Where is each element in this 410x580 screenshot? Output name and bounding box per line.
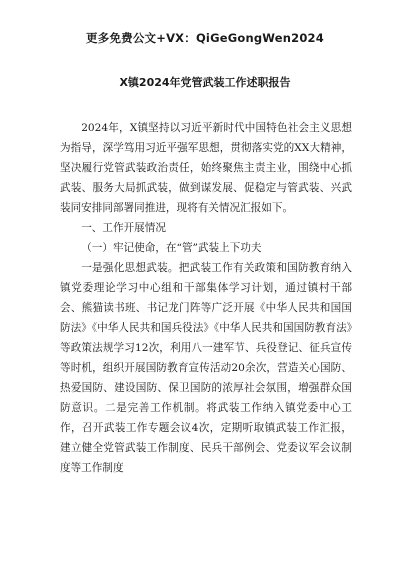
subsection-heading: （一）牢记使命，在“管”武装上下功夫	[81, 242, 262, 254]
document-title: X镇2024年党管武装工作述职报告	[119, 76, 291, 89]
section-heading: 一、工作开展情况	[81, 222, 166, 234]
promo-banner: 更多免费公文+VX：QiGeGongWen2024	[86, 31, 324, 45]
document-body	[60, 118, 352, 478]
intro-paragraph: 2024年，X镇坚持以习近平新时代中国特色社会主义思想为指导，深学笃用习近平强军思想，贯彻落实党的XX大精神，坚决履行党管武装政治责任，始终聚焦主责主业，围绕中心抓武装、服务大局抓武装，做到谋发展、促稳定与管武装、兴武装同安排同部署同推进，现将有关情况汇报如下。	[60, 122, 352, 214]
body-paragraph: 一是强化思想武装。把武装工作有关政策和国防教育纳入镇党委理论学习中心组和干部集体学习计划，通过镇村干部会、熊猫读书班、书记龙门阵等广泛开展《中华人民共和国国防法》《中华人民共和国兵役法》《中华人民共和国国防教育法》等政策法规学习12次，利用八一建军节、兵役登记、征兵宣传等时机，组织开展国防教育宣传活动20余次，营造关心国防、热爱国防、建设国防、保卫国防的浓厚社会氛围，增强群众国防意识。二是完善工作机制。将武装工作纳入镇党委中心工作，召开武装工作专题会议4次，定期听取镇武装工作汇报，建立健全党管武装工作制度、民兵干部例会、党委议军会议制度等工作制度	[60, 262, 352, 474]
